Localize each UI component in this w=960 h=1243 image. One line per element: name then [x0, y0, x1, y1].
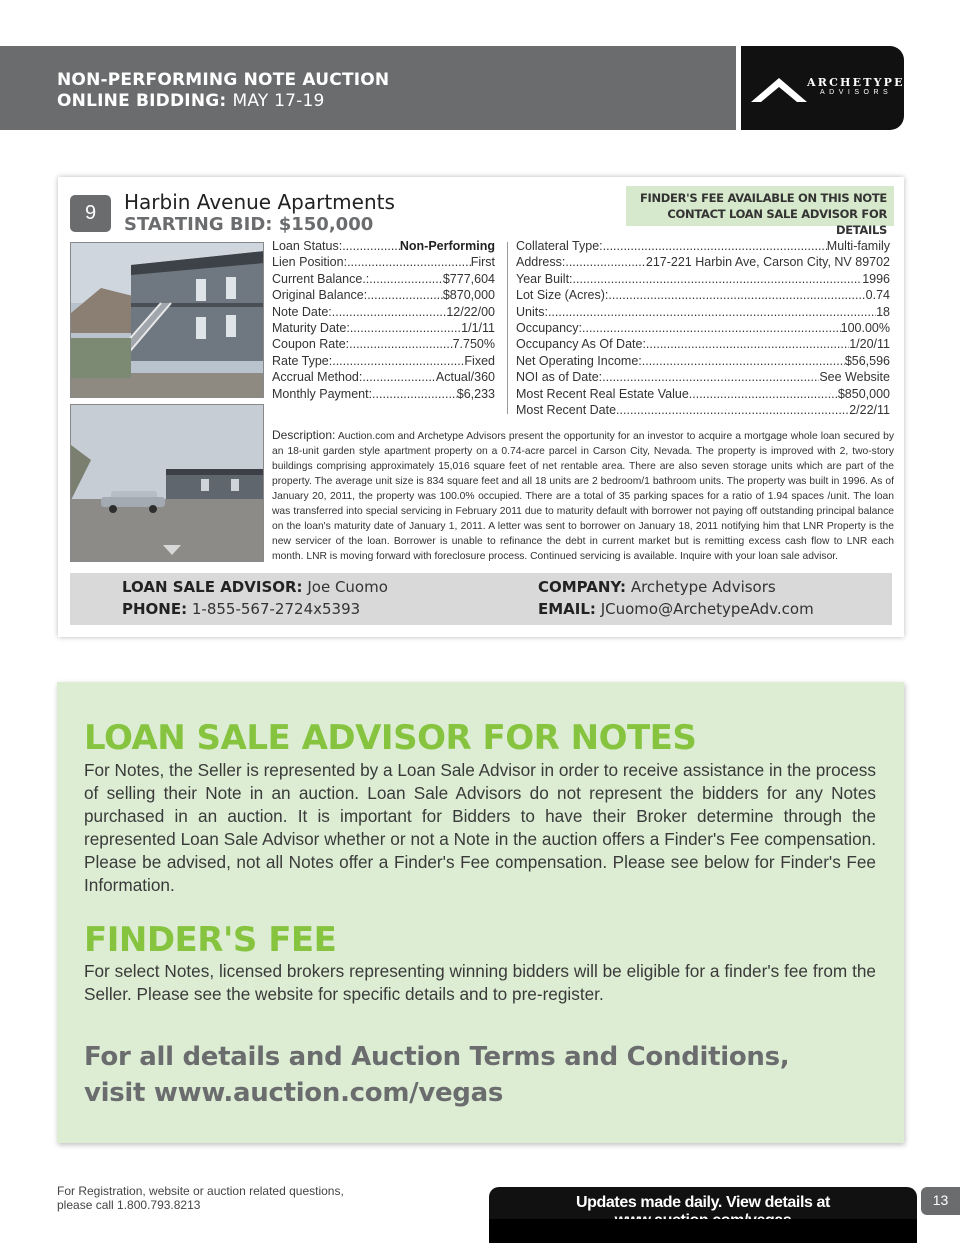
fact-row [272, 320, 495, 336]
fact-leader-dots [347, 254, 471, 270]
fact-row [516, 320, 890, 336]
fact-leader-dots [689, 386, 838, 402]
fact-value: 1/20/11 [849, 337, 890, 352]
fact-row [516, 271, 890, 287]
fact-leader-dots [362, 369, 436, 385]
bidding-label: ONLINE BIDDING: [57, 91, 227, 111]
property-photo-front [70, 242, 264, 398]
fact-row [516, 287, 890, 303]
property-photo-parking [70, 404, 264, 562]
fact-value: 7.750% [452, 337, 495, 352]
fact-label: Maturity Date: [272, 321, 350, 336]
fact-value: 217-221 Harbin Ave, Carson City, NV 89702 [645, 255, 890, 270]
advisor-label: LOAN SALE ADVISOR: [122, 578, 303, 596]
fact-label: Units: [516, 304, 548, 319]
updates-banner-text[interactable]: Updates made daily. View details at [576, 1194, 830, 1211]
fact-label: Accrual Method: [272, 370, 363, 385]
fact-leader-dots [603, 238, 827, 254]
fact-value: $870,000 [442, 288, 495, 303]
fact-label: Monthly Payment: [272, 386, 373, 401]
registration-note-line1: For Registration, website or auction related questions, [57, 1184, 344, 1198]
fact-row [272, 369, 495, 385]
fact-label: NOI as of Date: [516, 370, 603, 385]
fact-row [516, 336, 890, 352]
phone-label: PHONE: [122, 600, 188, 618]
fact-label: Lien Position: [272, 255, 348, 270]
fact-row [272, 353, 495, 369]
fact-value: 2/22/11 [849, 403, 890, 418]
fact-row [516, 304, 890, 320]
fact-row [272, 336, 495, 352]
advisor-name [122, 578, 388, 596]
cta-line1: For all details and Auction Terms and Conditions, [84, 1042, 790, 1072]
fact-leader-dots [332, 353, 464, 369]
description-label: Description: [272, 428, 336, 442]
fact-leader-dots [548, 304, 876, 320]
finders-fee-line1: FINDER'S FEE AVAILABLE ON THIS NOTE [639, 191, 887, 205]
fact-leader-dots [565, 254, 646, 270]
property-name: Harbin Avenue Apartments [124, 190, 395, 214]
fact-row [516, 254, 890, 270]
fact-label: Note Date: [272, 304, 332, 319]
fact-row [516, 386, 890, 402]
property-description [272, 428, 894, 564]
fact-row [272, 287, 495, 303]
fact-leader-dots [642, 353, 845, 369]
header-bidding-dates [57, 91, 325, 111]
fact-row [516, 238, 890, 254]
page-number: 13 [921, 1187, 960, 1215]
roof-logo-icon [749, 74, 809, 104]
fact-leader-dots [573, 271, 863, 287]
fact-label: Collateral Type: [516, 239, 603, 253]
email-value[interactable]: JCuomo@ArchetypeAdv.com [600, 600, 814, 618]
fact-leader-dots [372, 386, 457, 402]
fact-label: Occupancy: [516, 321, 583, 336]
fact-value: 1996 [862, 271, 890, 286]
email-label: EMAIL: [538, 600, 596, 618]
collateral-facts-list [516, 238, 890, 418]
fact-value: Non-Performing [399, 239, 495, 253]
fact-row [272, 238, 495, 254]
fact-label: Most Recent Real Estate Value [516, 386, 689, 401]
fact-label: Address: [516, 255, 566, 270]
finders-fee-heading: FINDER'S FEE [84, 920, 337, 960]
bidding-dates: MAY 17-19 [232, 91, 325, 111]
fact-leader-dots [350, 320, 461, 336]
fact-leader-dots [349, 336, 452, 352]
fact-row [516, 402, 890, 418]
fact-value: 1/1/11 [461, 321, 495, 336]
cta-link[interactable]: visit www.auction.com/vegas [84, 1078, 504, 1108]
advisor-email [538, 600, 814, 618]
fact-label: Current Balance.: [272, 271, 370, 286]
fact-leader-dots [602, 369, 819, 385]
finders-fee-line2: CONTACT LOAN SALE ADVISOR FOR DETAILS [667, 207, 887, 237]
fact-leader-dots [582, 320, 841, 336]
fact-row [272, 386, 495, 402]
fact-value: First [470, 255, 495, 270]
fact-value: $6,233 [456, 386, 495, 401]
fact-value: 18 [876, 304, 890, 319]
fact-value: Multi-family [826, 239, 890, 253]
fact-value: Actual/360 [435, 370, 495, 385]
starting-bid: STARTING BID: $150,000 [124, 214, 374, 235]
company-label: COMPANY: [538, 578, 627, 596]
auction-terms-cta [84, 1039, 789, 1111]
fact-leader-dots [616, 402, 849, 418]
loan-sale-advisor-heading: LOAN SALE ADVISOR FOR NOTES [84, 718, 697, 758]
fact-value: 0.74 [865, 288, 890, 303]
header-title: NON-PERFORMING NOTE AUCTION [57, 70, 390, 90]
fact-row [272, 254, 495, 270]
facts-divider [507, 242, 508, 414]
fact-label: Lot Size (Acres): [516, 288, 609, 303]
fact-label: Most Recent Date [516, 403, 617, 418]
loan-facts-list [272, 238, 495, 402]
fact-label: Year Built: [516, 271, 573, 286]
fact-label: Loan Status: [272, 239, 343, 253]
fact-label: Occupancy As Of Date: [516, 337, 646, 352]
fact-value: $850,000 [837, 386, 890, 401]
fact-leader-dots [342, 238, 400, 254]
fact-value: $56,596 [844, 353, 890, 368]
registration-note [57, 1184, 344, 1212]
company-value: Archetype Advisors [630, 578, 776, 596]
phone-value: 1-855-567-2724x5393 [191, 600, 361, 618]
property-number-badge: 9 [70, 195, 111, 232]
fact-label: Net Operating Income: [516, 353, 642, 368]
fact-leader-dots [332, 304, 447, 320]
finders-fee-notice [626, 186, 894, 237]
fact-leader-dots [369, 271, 443, 287]
finders-fee-paragraph: For select Notes, licensed brokers representing winning bidders will be eligible for a finder's fee from the Seller. Please see the website for specific details and to pre-register. [84, 961, 876, 1004]
advisor-value: Joe Cuomo [307, 578, 388, 596]
fact-leader-dots [646, 336, 849, 352]
fact-leader-dots [367, 287, 443, 303]
fact-value: Fixed [464, 353, 495, 368]
fact-value: See Website [819, 370, 890, 385]
fact-row [272, 304, 495, 320]
fact-label: Rate Type: [272, 353, 333, 368]
registration-note-line2: please call 1.800.793.8213 [57, 1198, 201, 1212]
fact-label: Original Balance: [272, 288, 368, 303]
fact-row [516, 369, 890, 385]
fact-value: $777,604 [442, 271, 495, 286]
fact-row [272, 271, 495, 287]
logo-subtitle: ADVISORS [820, 89, 893, 96]
fact-value: 100.00% [840, 321, 890, 336]
archetype-logo [741, 46, 904, 130]
logo-wordmark: ARCHETYPE [807, 76, 905, 89]
updates-banner [489, 1187, 917, 1243]
fact-label: Coupon Rate: [272, 337, 350, 352]
advisor-company [538, 578, 776, 596]
fact-leader-dots [608, 287, 865, 303]
loan-sale-advisor-paragraph: For Notes, the Seller is represented by a Loan Sale Advisor in order to receive assistance in the process of selling their Note in an auction. Loan Sale Advisors do not represent the bidders for any Notes purchased in an auction. It is important for Bidders to have their Broker determine through the represented Loan Sale Advisor whether or not a Note in the auction offers a Finder's Fee compensation. Please be advised, not all Notes offer a Finder's Fee compensation. Please see below for Finder's Fee Information. [84, 760, 876, 895]
updates-banner-strip [489, 1219, 917, 1243]
advisor-phone [122, 600, 360, 618]
fact-row [516, 353, 890, 369]
fact-value: 12/22/00 [446, 304, 495, 319]
description-text: Auction.com and Archetype Advisors present the opportunity for an investor to acquire a mortgage whole loan secured by an 18-unit garden style apartment property on a 0.74-acre parcel in Carson City, Nevada. The property is improved with 2, two-story buildings comprising approximately 15,016 square feet of net rentable area. There are also seven storage units which are part of the property. The average unit size is 834 square feet and all 18 units are 2 bedroom/1 bathroom units. The property was built in 1996. As of January 20, 2011, the property was 100.0% occupied. There are a total of 35 parking spaces for a ratio of 1.94 spaces /unit. The loan was transferred into special servicing in February 2011 due to maturity default with borrower not paying off outstanding principal balance on the loan's maturity date of January 1, 2011. A letter was sent to borrower on January 18, 2011 notifying him that LNR Property is the new servicer of the loan. Borrower is unable to refinance the debt in current market but is remitting excess cash flow to LNR each month. LNR is moving forward with foreclosure process. Continued servicing is available. Inquire with your loan sale advisor. [272, 431, 894, 562]
